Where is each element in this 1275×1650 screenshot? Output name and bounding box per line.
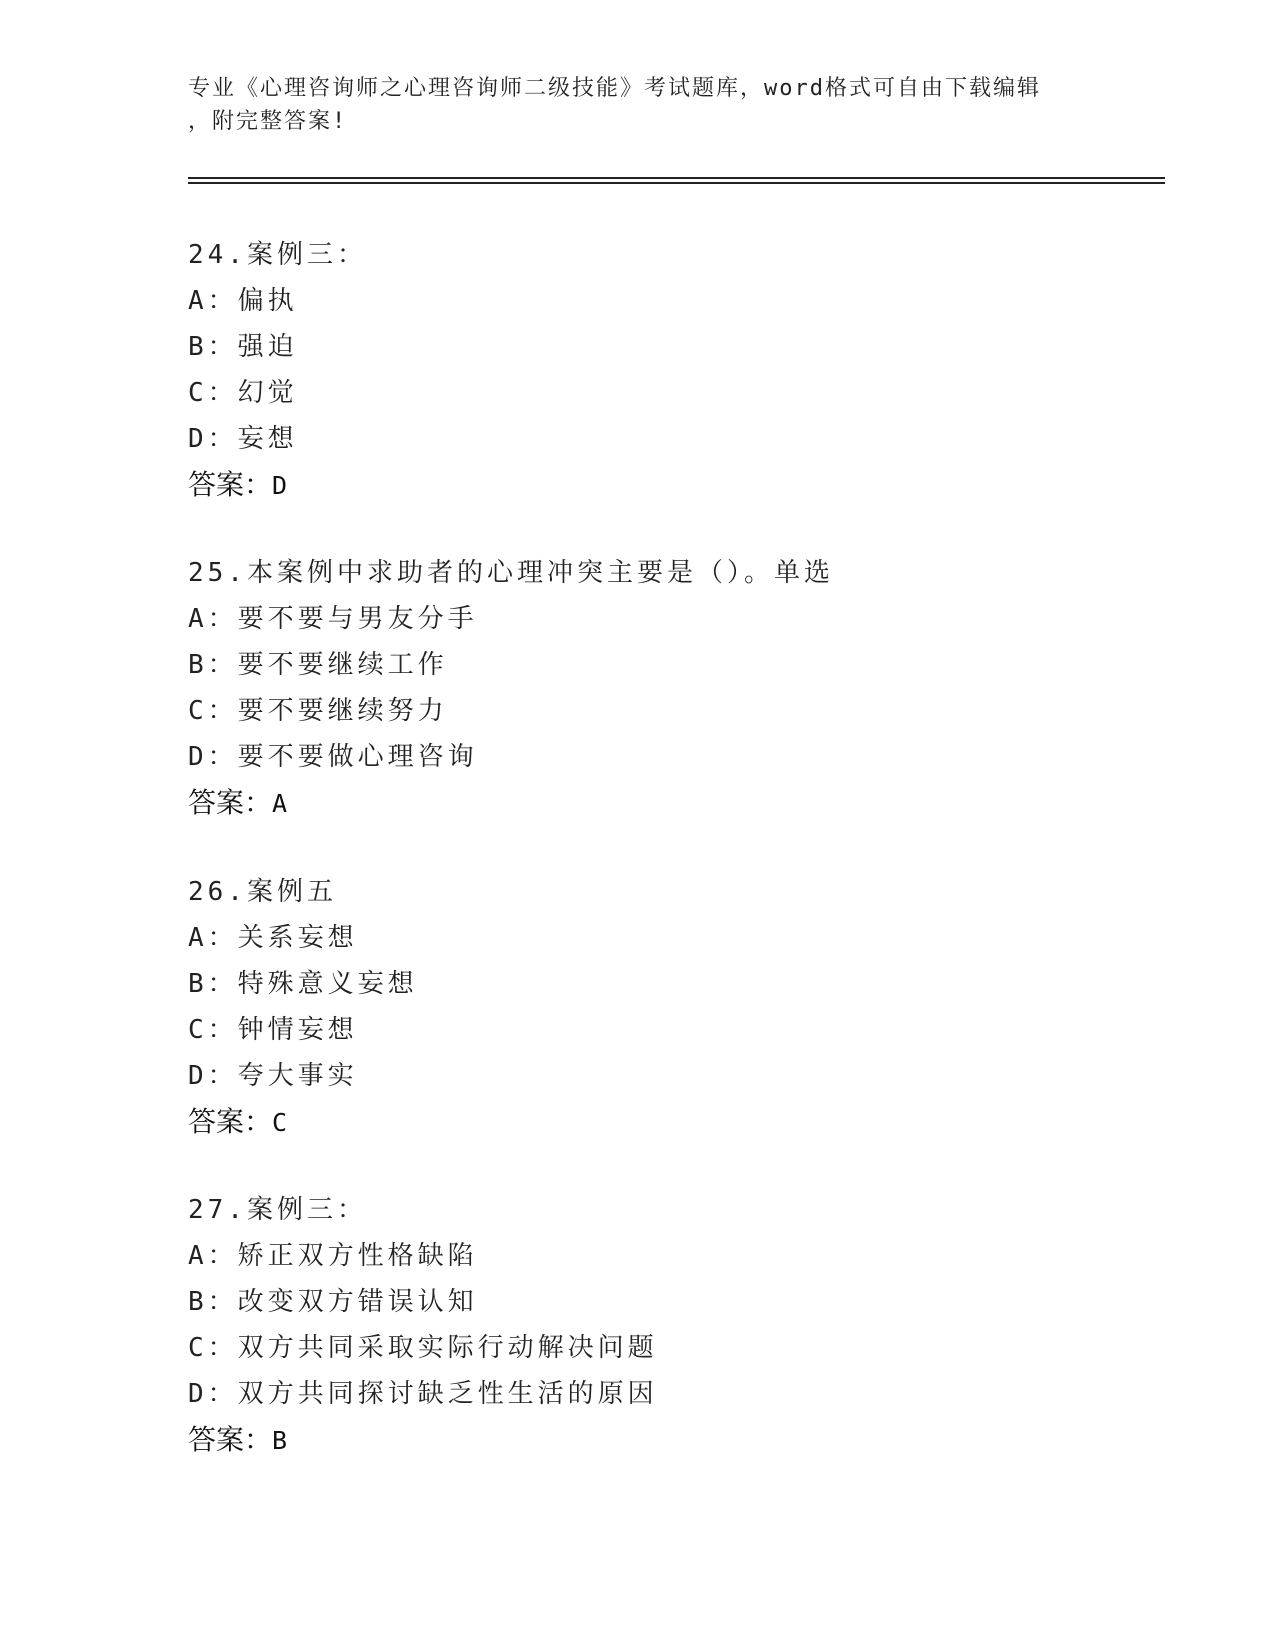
option-b: B：要不要继续工作 xyxy=(188,650,448,680)
option-b: B：改变双方错误认知 xyxy=(188,1287,478,1317)
header-divider-bottom xyxy=(188,182,1165,184)
option-b: B：强迫 xyxy=(188,332,298,362)
answer-label: 答案： xyxy=(188,786,273,819)
question-27 xyxy=(188,1187,1148,1463)
answer-label: 答案： xyxy=(188,1423,273,1456)
answer-value: A xyxy=(272,789,288,818)
answer-label: 答案： xyxy=(188,468,273,501)
header-line-1: 专业《心理咨询师之心理咨询师二级技能》考试题库，word格式可自由下载编辑 xyxy=(188,76,1041,101)
answer-value: C xyxy=(272,1108,288,1137)
option-c: C：钟情妄想 xyxy=(188,1015,358,1045)
option-a: A：要不要与男友分手 xyxy=(188,604,478,634)
document-header xyxy=(188,72,1088,138)
answer-line xyxy=(188,780,1148,826)
question-title: 27.案例三： xyxy=(188,1195,367,1225)
question-title: 24.案例三： xyxy=(188,240,367,270)
question-title: 26.案例五 xyxy=(188,877,337,907)
header-divider-top xyxy=(188,177,1165,179)
question-25 xyxy=(188,550,1148,826)
option-a: A：矫正双方性格缺陷 xyxy=(188,1241,478,1271)
answer-value: B xyxy=(272,1426,288,1455)
answer-line xyxy=(188,462,1148,508)
option-d: D：双方共同探讨缺乏性生活的原因 xyxy=(188,1379,658,1409)
question-title: 25.本案例中求助者的心理冲突主要是（）。单选 xyxy=(188,558,834,588)
option-a: A：关系妄想 xyxy=(188,923,358,953)
header-line-2: ，附完整答案! xyxy=(188,109,348,134)
option-d: D：夸大事实 xyxy=(188,1061,358,1091)
option-d: D：要不要做心理咨询 xyxy=(188,742,478,772)
answer-line xyxy=(188,1099,1148,1145)
option-b: B：特殊意义妄想 xyxy=(188,969,418,999)
option-c: C：幻觉 xyxy=(188,378,298,408)
question-26 xyxy=(188,869,1148,1145)
option-a: A：偏执 xyxy=(188,286,298,316)
answer-line xyxy=(188,1417,1148,1463)
option-c: C：双方共同采取实际行动解决问题 xyxy=(188,1333,658,1363)
answer-value: D xyxy=(272,471,288,500)
answer-label: 答案： xyxy=(188,1105,273,1138)
option-c: C：要不要继续努力 xyxy=(188,696,448,726)
option-d: D：妄想 xyxy=(188,424,298,454)
question-24 xyxy=(188,232,1148,508)
